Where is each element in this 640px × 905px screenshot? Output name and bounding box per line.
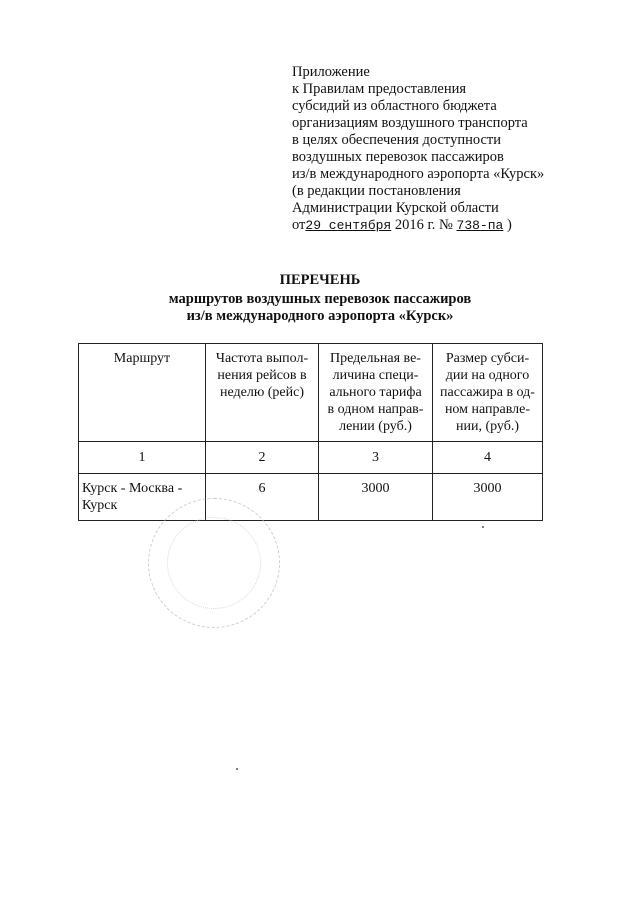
header-route: Маршрут xyxy=(79,344,206,442)
title-line-1: маршрутов воздушных перевозок пассажиров xyxy=(168,291,472,307)
cell-route: Курск - Москва - Курск xyxy=(79,474,206,521)
appendix-line: к Правилам предоставления xyxy=(292,81,467,97)
appendix-line: Администрации Курской области xyxy=(292,200,499,216)
column-number: 3 xyxy=(319,442,433,474)
title-line-2: из/в международного аэропорта «Курск» xyxy=(186,308,454,324)
faint-seal-stamp xyxy=(148,498,280,628)
table-row xyxy=(79,474,543,521)
header-tariff: Предельная ве-личина специ-ального тарифа в одном направ-лении (руб.) xyxy=(319,344,433,442)
appendix-line: организациям воздушного транспорта xyxy=(292,115,528,131)
appendix-line: в целях обеспечения доступности xyxy=(292,132,501,148)
cell-tariff: 3000 xyxy=(319,474,433,521)
scan-speck xyxy=(236,768,238,770)
column-number: 1 xyxy=(79,442,206,474)
document-number: 738-па xyxy=(456,218,504,233)
date-close: ) xyxy=(506,217,512,233)
appendix-block xyxy=(292,64,612,234)
date-year: 2016 г. № xyxy=(394,217,453,233)
appendix-line: Приложение xyxy=(292,64,370,80)
table-header-row xyxy=(79,344,543,442)
appendix-line: из/в международного аэропорта «Курск» xyxy=(292,166,545,182)
date-prefix: от xyxy=(292,217,306,233)
title-heading: ПЕРЕЧЕНЬ xyxy=(279,272,361,288)
appendix-line: воздушных перевозок пассажиров xyxy=(292,149,504,165)
column-number: 2 xyxy=(206,442,319,474)
appendix-line: субсидий из областного бюджета xyxy=(292,98,497,114)
date-day-month: 29 сентября xyxy=(305,218,392,233)
document-title xyxy=(0,272,640,325)
routes-table xyxy=(78,343,543,521)
appendix-line: (в редакции постановления xyxy=(292,183,461,199)
column-number: 4 xyxy=(433,442,543,474)
header-subsidy: Размер субси-дии на одного пассажира в од-ном направле-нии, (руб.) xyxy=(433,344,543,442)
column-number-row xyxy=(79,442,543,474)
header-frequency: Частота выпол-нения рейсов в неделю (рейс) xyxy=(206,344,319,442)
cell-frequency: 6 xyxy=(206,474,319,521)
resolution-date-line xyxy=(292,217,612,234)
scan-speck xyxy=(482,526,484,528)
cell-subsidy: 3000 xyxy=(433,474,543,521)
